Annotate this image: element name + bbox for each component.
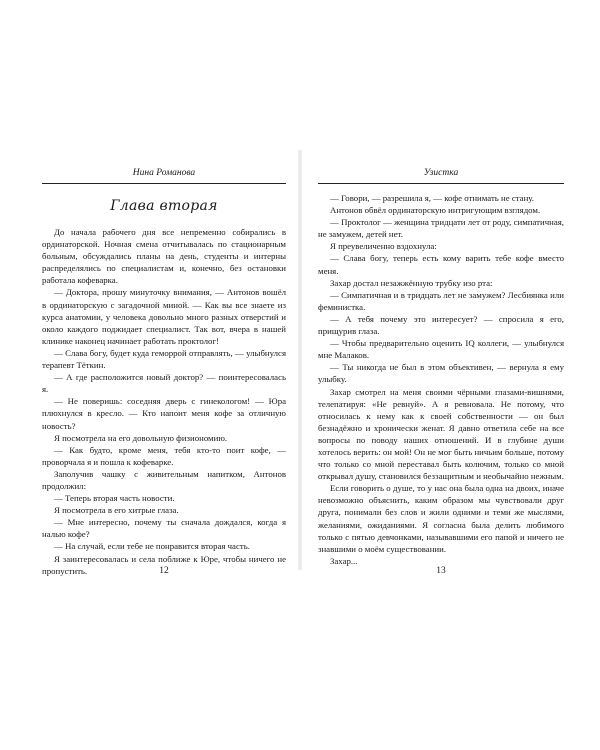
paragraph: — Как будто, кроме меня, тебя кто-то поит кофе, — проворчала я и пошла к кофеварке. xyxy=(42,444,286,467)
right-page-text xyxy=(318,192,564,567)
paragraph: Я заинтересовалась и села поближе к Юре, чтобы ничего не пропустить. xyxy=(42,553,286,576)
paragraph: — На случай, если тебе не понравится вторая часть. xyxy=(54,541,250,552)
left-page-text xyxy=(42,226,286,577)
paragraph: — А тебя почему это интересует? — спросила я его, прищурив глаза. xyxy=(318,313,564,337)
header-rule xyxy=(42,183,286,184)
paragraph: — Проктолог — женщина тридцати лет от роду, симпатичная, не замужем, детей нет. xyxy=(318,217,564,240)
paragraph: — Теперь вторая часть новости. xyxy=(54,493,175,504)
left-page xyxy=(42,166,286,577)
paragraph: Заполучив чашку с живительным напитком, Антонов продолжил: xyxy=(42,468,286,491)
paragraph: — Доктора, прошу минуточку внимания, — Антонов вошёл в ординаторскую с загадочной миной. — Как вы все знаете из курса анатомии, у человека довольно много разных отверстий и около каждого поджидает специалист. Так вот, вчера в нашей клинике наконец начинает работать проктолог! xyxy=(42,287,286,346)
paragraph: — А где расположится новый доктор? — поинтересовалась я. xyxy=(42,372,286,395)
book-gutter xyxy=(298,150,302,570)
running-head-title: Узистка xyxy=(423,168,459,178)
paragraph: — Говори, — разрешила я, — кофе отнимать не стану. xyxy=(330,193,535,203)
header-rule xyxy=(318,183,564,184)
paragraph: Захар смотрел на меня своими чёрными глазами-вишнями, телепатируя: «Не ревнуй». А я ревновала. Не потому, что относилась к нему как к своей собственности — он был безнадёжно и хронически женат. Я давно ответила себе на все вопросы по поводу наших отношений. И в глубине души хотелось верить: он мой! Он не мог быть ничьим больше, потому что только со мной переставал быть колючим, только со мной открывал душу, становился беззащитным и необычайно нежным. xyxy=(318,386,564,482)
chapter-title: Глава вторая xyxy=(110,198,218,214)
page-number-right: 13 xyxy=(436,566,446,576)
paragraph: Антонов обвёл ординаторскую интригующим взглядом. xyxy=(330,205,541,216)
paragraph: Я преувеличенно вздохнула: xyxy=(330,241,437,252)
paragraph: Если говорить о душе, то у нас она была одна на двоих, иначе невозможно объяснить, каким образом мы чувствовали друг друга, понимали без слов и жили одними и теми же мыслями, желаниями, ожиданиями. Я согласна была делить любимого только с пятью девчонками, называвшими его папой и ничего не знавшими о моём существовании. xyxy=(318,483,564,554)
paragraph: — Мне интересно, почему ты сначала дождался, когда я налью кофе? xyxy=(42,517,286,540)
paragraph: Я посмотрела на его довольную физиономию. xyxy=(54,432,228,443)
paragraph: — Слава богу, теперь есть кому варить тебе кофе вместо меня. xyxy=(318,253,564,276)
paragraph: — Чтобы предварительно оценить IQ коллеги, — улыбнулся мне Малаков. xyxy=(318,338,564,361)
page-number-left: 12 xyxy=(159,566,169,576)
paragraph: Захар достал незажжённую трубку изо рта: xyxy=(330,277,493,288)
right-page xyxy=(318,166,564,567)
paragraph: — Ты никогда не был в этом объективен, — вернула я ему улыбку. xyxy=(318,362,564,385)
running-head-author: Нина Романова xyxy=(132,168,196,178)
paragraph: — Не поверишь: соседняя дверь с гинекологом! — Юра плюхнулся в кресло. — Кто напоит меня кофе за отличную новость? xyxy=(42,396,286,431)
paragraph: — Слава богу, будет куда геморрой отправлять, — улыбнулся терапевт Тёткин. xyxy=(42,347,286,371)
paragraph: До начала рабочего дня все непременно собирались в ординаторской. Ночная смена отчитывалась по стационарным больным, обсуждались планы на день, студенты и интерны распределялись по специалистам и, конечно, без остановки работала кофеварка. xyxy=(42,227,286,286)
paragraph: Захар... xyxy=(330,555,358,566)
paragraph: — Симпатичная и в тридцать лет не замужем? Лесбиянка или феминистка. xyxy=(318,289,564,312)
paragraph: Я посмотрела в его хитрые глаза. xyxy=(54,505,179,516)
